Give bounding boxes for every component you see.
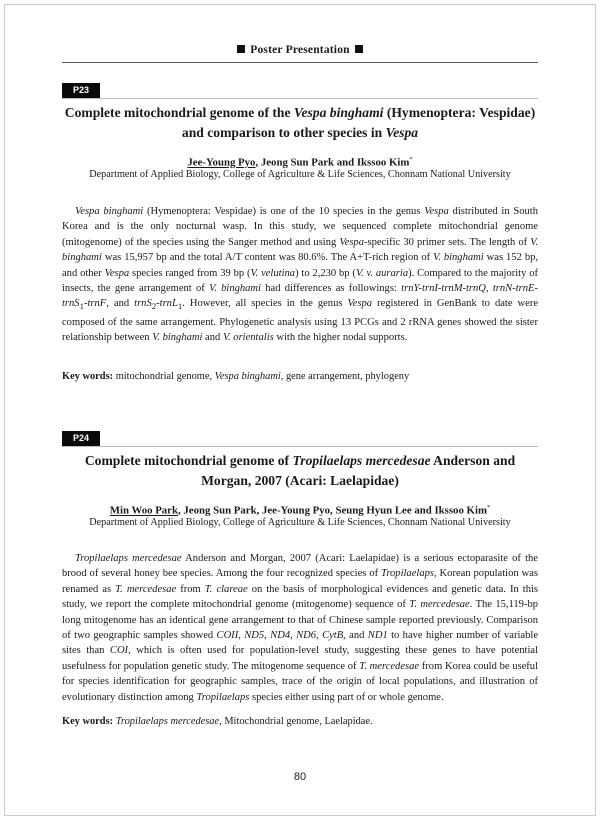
- abstract-italic: Vespa: [104, 267, 130, 279]
- subscript: 2: [151, 301, 157, 312]
- abstract-italic: T. mercedesae: [409, 599, 470, 611]
- abstract-text: . The 15,119-bp long mitogenome has an identical gene arrangement to that of Chinese sample reported previously. Comparison of two geographic samples showed: [62, 599, 539, 642]
- abstract-text: ,: [264, 630, 271, 642]
- poster-title: [62, 103, 538, 143]
- gene-order: trnY-trnI-trnM-trnQ: [401, 283, 486, 295]
- abstract-italic: V. orientalis: [222, 332, 274, 344]
- gene-order: -trnF: [83, 298, 107, 310]
- title-text: Complete mitochondrial genome of: [84, 453, 293, 468]
- running-header-title: Poster Presentation: [250, 44, 350, 56]
- abstract-text: , Korean population was renamed as: [62, 568, 538, 595]
- abstract-text: was 152 bp, and other: [62, 252, 538, 279]
- abstract-italic: T. clareae: [204, 583, 248, 595]
- abstract-text: from Korea could be useful for species identification for geographic samples, trace of the origin of local populations, and illustration of evolutionary distinction among: [62, 660, 538, 703]
- poster-title: [62, 451, 538, 491]
- keywords: [62, 370, 538, 384]
- abstract-text: Anderson and Morgan, 2007 (Acari: Laelapidae) is a serious ectoparasite of the brood of several honey bee species. Among the four recognized species of: [62, 553, 538, 580]
- gene-order: trnN-trnE-trnS: [62, 283, 538, 310]
- title-text: (Hymenoptera: Vespidae) and comparison to other species in: [181, 105, 536, 140]
- co-authors: , Jeong Sun Park and Ikssoo Kim: [255, 156, 410, 169]
- affiliation: Department of Applied Biology, College of Agriculture & Life Sciences, Chonnam National University: [89, 517, 511, 528]
- abstract-text: ,: [485, 283, 493, 295]
- abstract-text: distributed in South Korea and is the only nocturnal wasp. In this study, we sequenced complete mitochondrial genome (mitogenome) of the species using the Sanger method and using: [62, 206, 539, 248]
- abstract-text: and: [345, 630, 368, 642]
- gene-name: ND4: [270, 630, 291, 642]
- abstract-italic: V. v. auraria: [355, 267, 409, 279]
- abstract-text: registered in GenBank to date were composed of the same arrangement. Phylogenetic analysis using 13 PCGs and 2 rRNA genes showed the sister relationship between: [62, 298, 539, 344]
- keywords-label: Key words:: [62, 716, 114, 727]
- abstract-italic: Vespa: [339, 236, 364, 248]
- presenting-author: Jee-Young Pyo: [187, 156, 256, 169]
- subscript: 1: [79, 301, 84, 312]
- title-italic: Tropilaelaps mercedesae: [292, 453, 431, 468]
- abstract-text: ,: [290, 630, 297, 642]
- abstract-text: on the basis of morphological evidences and genetic data. In this study, we report the complete mitochondrial genome (mitogenome) sequence of: [62, 583, 539, 611]
- keywords-text: mitochondrial genome,: [113, 371, 215, 382]
- section-rule: [62, 98, 538, 99]
- abstract-text: , which is often used for population-level study, suggesting these genes to have potential usefulness for population genetic study. The mitogenome sequence of: [62, 645, 538, 672]
- abstract-text: . However, all species in the genus: [182, 298, 348, 310]
- square-bullet-icon: [237, 45, 245, 53]
- abstract-text: species ranged from 39 bp (: [129, 267, 251, 279]
- affiliation: Department of Applied Biology, College of Agriculture & Life Sciences, Chonnam National University: [89, 169, 511, 180]
- abstract-text: ,: [316, 630, 323, 642]
- subscript: 1: [177, 301, 183, 312]
- abstract-text: -specific 30 primer sets. The length of: [363, 236, 531, 248]
- poster-id-badge: P23: [62, 83, 100, 98]
- keywords: [62, 715, 538, 729]
- keywords-text: , gene arrangement, phylogeny: [280, 371, 410, 382]
- keywords-italic: Vespa binghami: [214, 371, 281, 382]
- abstract-text: with the higher nodal supports.: [273, 332, 408, 344]
- keywords-label: Key words:: [62, 371, 114, 382]
- abstract-text: ) to 2,230 bp (: [295, 267, 356, 279]
- abstract: [62, 551, 538, 705]
- co-authors: , Jeong Sun Park, Jee-Young Pyo, Seung Hyun Lee and Ikssoo Kim: [177, 504, 487, 517]
- abstract-italic: Tropilaelaps: [381, 568, 434, 580]
- abstract-italic: Vespa: [424, 206, 449, 217]
- abstract-text: species either using part of or whole genome.: [249, 691, 444, 703]
- abstract-text: had differences as followings:: [260, 283, 402, 295]
- running-header: [0, 44, 600, 56]
- abstract-text: to have higher number of variable sites than: [62, 630, 538, 657]
- square-bullet-icon: [355, 45, 363, 53]
- abstract-text: and: [202, 332, 223, 344]
- abstract-text: (Hymenoptera: Vespidae) is one of the 10 species in the genus: [143, 206, 425, 217]
- abstract-italic: Tropilaelaps: [196, 691, 250, 703]
- gene-name: COI: [109, 645, 129, 657]
- page-number: 80: [293, 771, 307, 783]
- abstract-italic: Vespa: [347, 298, 373, 310]
- gene-name: ND1: [367, 630, 388, 642]
- gene-order: -trnL: [156, 298, 178, 310]
- corresponding-mark: *: [409, 156, 413, 163]
- header-rule: [62, 62, 538, 63]
- abstract-text: was 15,957 bp and the total A/T content was 80.6%. The A+T-rich region of: [101, 252, 434, 264]
- poster-id-badge: P24: [62, 431, 100, 446]
- gene-order: trnS: [134, 298, 152, 310]
- abstract-text: , and: [106, 298, 135, 310]
- corresponding-mark: *: [486, 504, 491, 511]
- abstract-text: from: [176, 583, 205, 595]
- title-italic: Vespa: [385, 125, 419, 140]
- title-text: Anderson and Morgan, 2007 (Acari: Laelapidae): [201, 453, 516, 488]
- title-text: Complete mitochondrial genome of the: [64, 105, 294, 120]
- abstract-italic: Vespa binghami: [75, 206, 144, 217]
- abstract-italic: V. velutina: [250, 267, 296, 279]
- presenting-author: Min Woo Park: [109, 504, 178, 517]
- abstract-italic: V. binghami: [433, 252, 484, 264]
- abstract-italic: T. mercedesae: [359, 660, 420, 672]
- gene-name: CytB,: [322, 630, 346, 642]
- gene-name: COII, ND5: [216, 630, 265, 642]
- section-rule: [62, 446, 538, 447]
- abstract-italic: T. mercedesae: [115, 583, 177, 595]
- abstract-italic: V. binghami: [62, 236, 538, 264]
- abstract-italic: V. binghami: [209, 283, 261, 295]
- abstract-italic: V. binghami: [152, 332, 203, 344]
- abstract-text: ). Compared to the majority of insects, the gene arrangement of: [62, 267, 538, 295]
- abstract-italic: Tropilaelaps mercedesae: [75, 553, 182, 564]
- gene-name: ND6: [296, 630, 317, 642]
- keywords-italic: Tropilaelaps mercedesae,: [115, 716, 222, 727]
- keywords-text: Mitochondrial genome, Laelapidae.: [221, 716, 373, 727]
- title-italic: Vespa binghami: [293, 105, 384, 120]
- abstract: [62, 204, 538, 346]
